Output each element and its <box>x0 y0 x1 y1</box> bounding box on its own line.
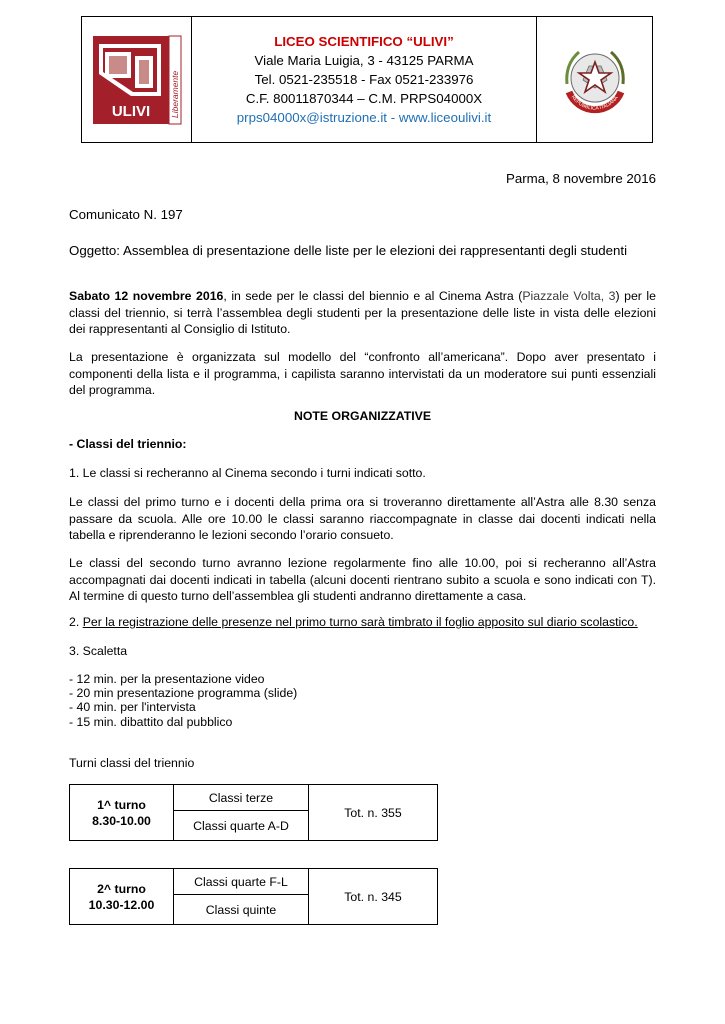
announcement-text-b: ) per le classi del triennio, si terrà l’assemblea degli studenti per la presentazione delle liste in vista delle elezioni dei rappresentanti al Consiglio di Istituto. <box>69 289 656 336</box>
schedule-item: - 12 min. per la presentazione video <box>69 672 265 686</box>
paragraph-second-turn: Le classi del secondo turno avranno lezione regolarmente fino alle 10.00, poi si recheranno all’Astra accompagnati dai docenti indicati in tabella (alcuni docenti rientrano subito a scuola e sono indicati con T). Al termine di questo turno dell’assemblea gli studenti andranno direttamente a casa. <box>69 556 656 603</box>
class-cell: Classi terze <box>174 785 309 811</box>
total-cell: Tot. n. 355 <box>309 785 438 841</box>
school-phone-fax: Tel. 0521-235518 - Fax 0521-233976 <box>254 72 474 87</box>
letterhead <box>81 16 653 143</box>
turn-label-cell <box>70 869 174 925</box>
turn-table-1 <box>69 784 438 841</box>
point-2 <box>69 614 669 631</box>
emblem-ribbon-text: REPUBBLICA ITALIANA <box>569 93 620 112</box>
contacts-separator: - <box>387 110 399 125</box>
table-caption: Turni classi del triennio <box>69 756 195 770</box>
turn-table-2 <box>69 868 438 925</box>
turn-time: 10.30-12.00 <box>88 897 155 912</box>
class-cell: Classi quarte F-L <box>174 869 309 895</box>
turn-label-cell <box>70 785 174 841</box>
school-name: LICEO SCIENTIFICO “ULIVI” <box>274 34 454 49</box>
turn-time: 8.30-10.00 <box>92 813 151 828</box>
paragraph-announcement <box>69 288 656 338</box>
school-contacts <box>237 108 491 127</box>
point-3: 3. Scaletta <box>69 644 128 658</box>
communique-number: Comunicato N. 197 <box>69 207 183 222</box>
school-logo-cell <box>82 17 192 142</box>
schedule-item: - 15 min. dibattito dal pubblico <box>69 714 233 729</box>
total-cell: Tot. n. 345 <box>309 869 438 925</box>
schedule-list <box>69 672 297 729</box>
school-codes: C.F. 80011870344 – C.M. PRPS04000X <box>245 91 483 106</box>
point-2-number: 2. <box>69 615 83 629</box>
logo-text: ULIVI <box>111 102 150 120</box>
venue-address: Piazzale Volta, 3 <box>522 289 616 303</box>
school-address: Viale Maria Luigia, 3 - 43125 PARMA <box>254 53 474 68</box>
document-date: Parma, 8 novembre 2016 <box>505 171 656 186</box>
republic-emblem-cell <box>537 17 652 142</box>
paragraph-format: La presentazione è organizzata sul modello del “confronto all’americana”. Dopo aver presentato i componenti della lista e il programma, i capilista saranno intervistati da un moderatore sui punti essenziali del programma. <box>69 350 656 397</box>
school-info <box>192 17 537 142</box>
paragraph-first-turn: Le classi del primo turno e i docenti della prima ora si troveranno direttamente all’Astra alle 8.30 senza passare da scuola. Alle ore 10.00 le classi saranno riaccompagnate in classe dai docenti indicati nella tabella e riprenderanno le lezioni secondo l’orario consueto. <box>69 495 656 542</box>
class-cell: Classi quinte <box>174 895 309 925</box>
announcement-text-a: , in sede per le classi del biennio e al Cinema Astra ( <box>223 289 523 303</box>
triennio-heading: - Classi del triennio: <box>69 437 187 451</box>
republic-emblem-icon <box>555 40 635 120</box>
logo-side-text: Liberamente <box>169 70 180 118</box>
point-2-text: Per la registrazione delle presenze nel primo turno sarà timbrato il foglio apposito sul diario scolastico. <box>82 615 638 629</box>
notes-title: NOTE ORGANIZZATIVE <box>293 409 432 423</box>
school-website[interactable]: www.liceoulivi.it <box>398 110 492 125</box>
turn-name: 2^ turno <box>97 881 146 896</box>
assembly-date: Sabato 12 novembre 2016 <box>69 289 224 303</box>
class-cell: Classi quarte A-D <box>174 811 309 841</box>
turn-name: 1^ turno <box>97 797 146 812</box>
schedule-item: - 20 min presentazione programma (slide) <box>69 686 298 701</box>
schedule-item: - 40 min. per l'intervista <box>69 700 196 715</box>
ulivi-logo <box>91 34 183 126</box>
school-email[interactable]: prps04000x@istruzione.it <box>236 110 388 125</box>
document-subject: Oggetto: Assemblea di presentazione delle liste per le elezioni dei rappresentanti degli studenti <box>69 243 628 258</box>
point-1: 1. Le classi si recheranno al Cinema secondo i turni indicati sotto. <box>69 466 426 480</box>
